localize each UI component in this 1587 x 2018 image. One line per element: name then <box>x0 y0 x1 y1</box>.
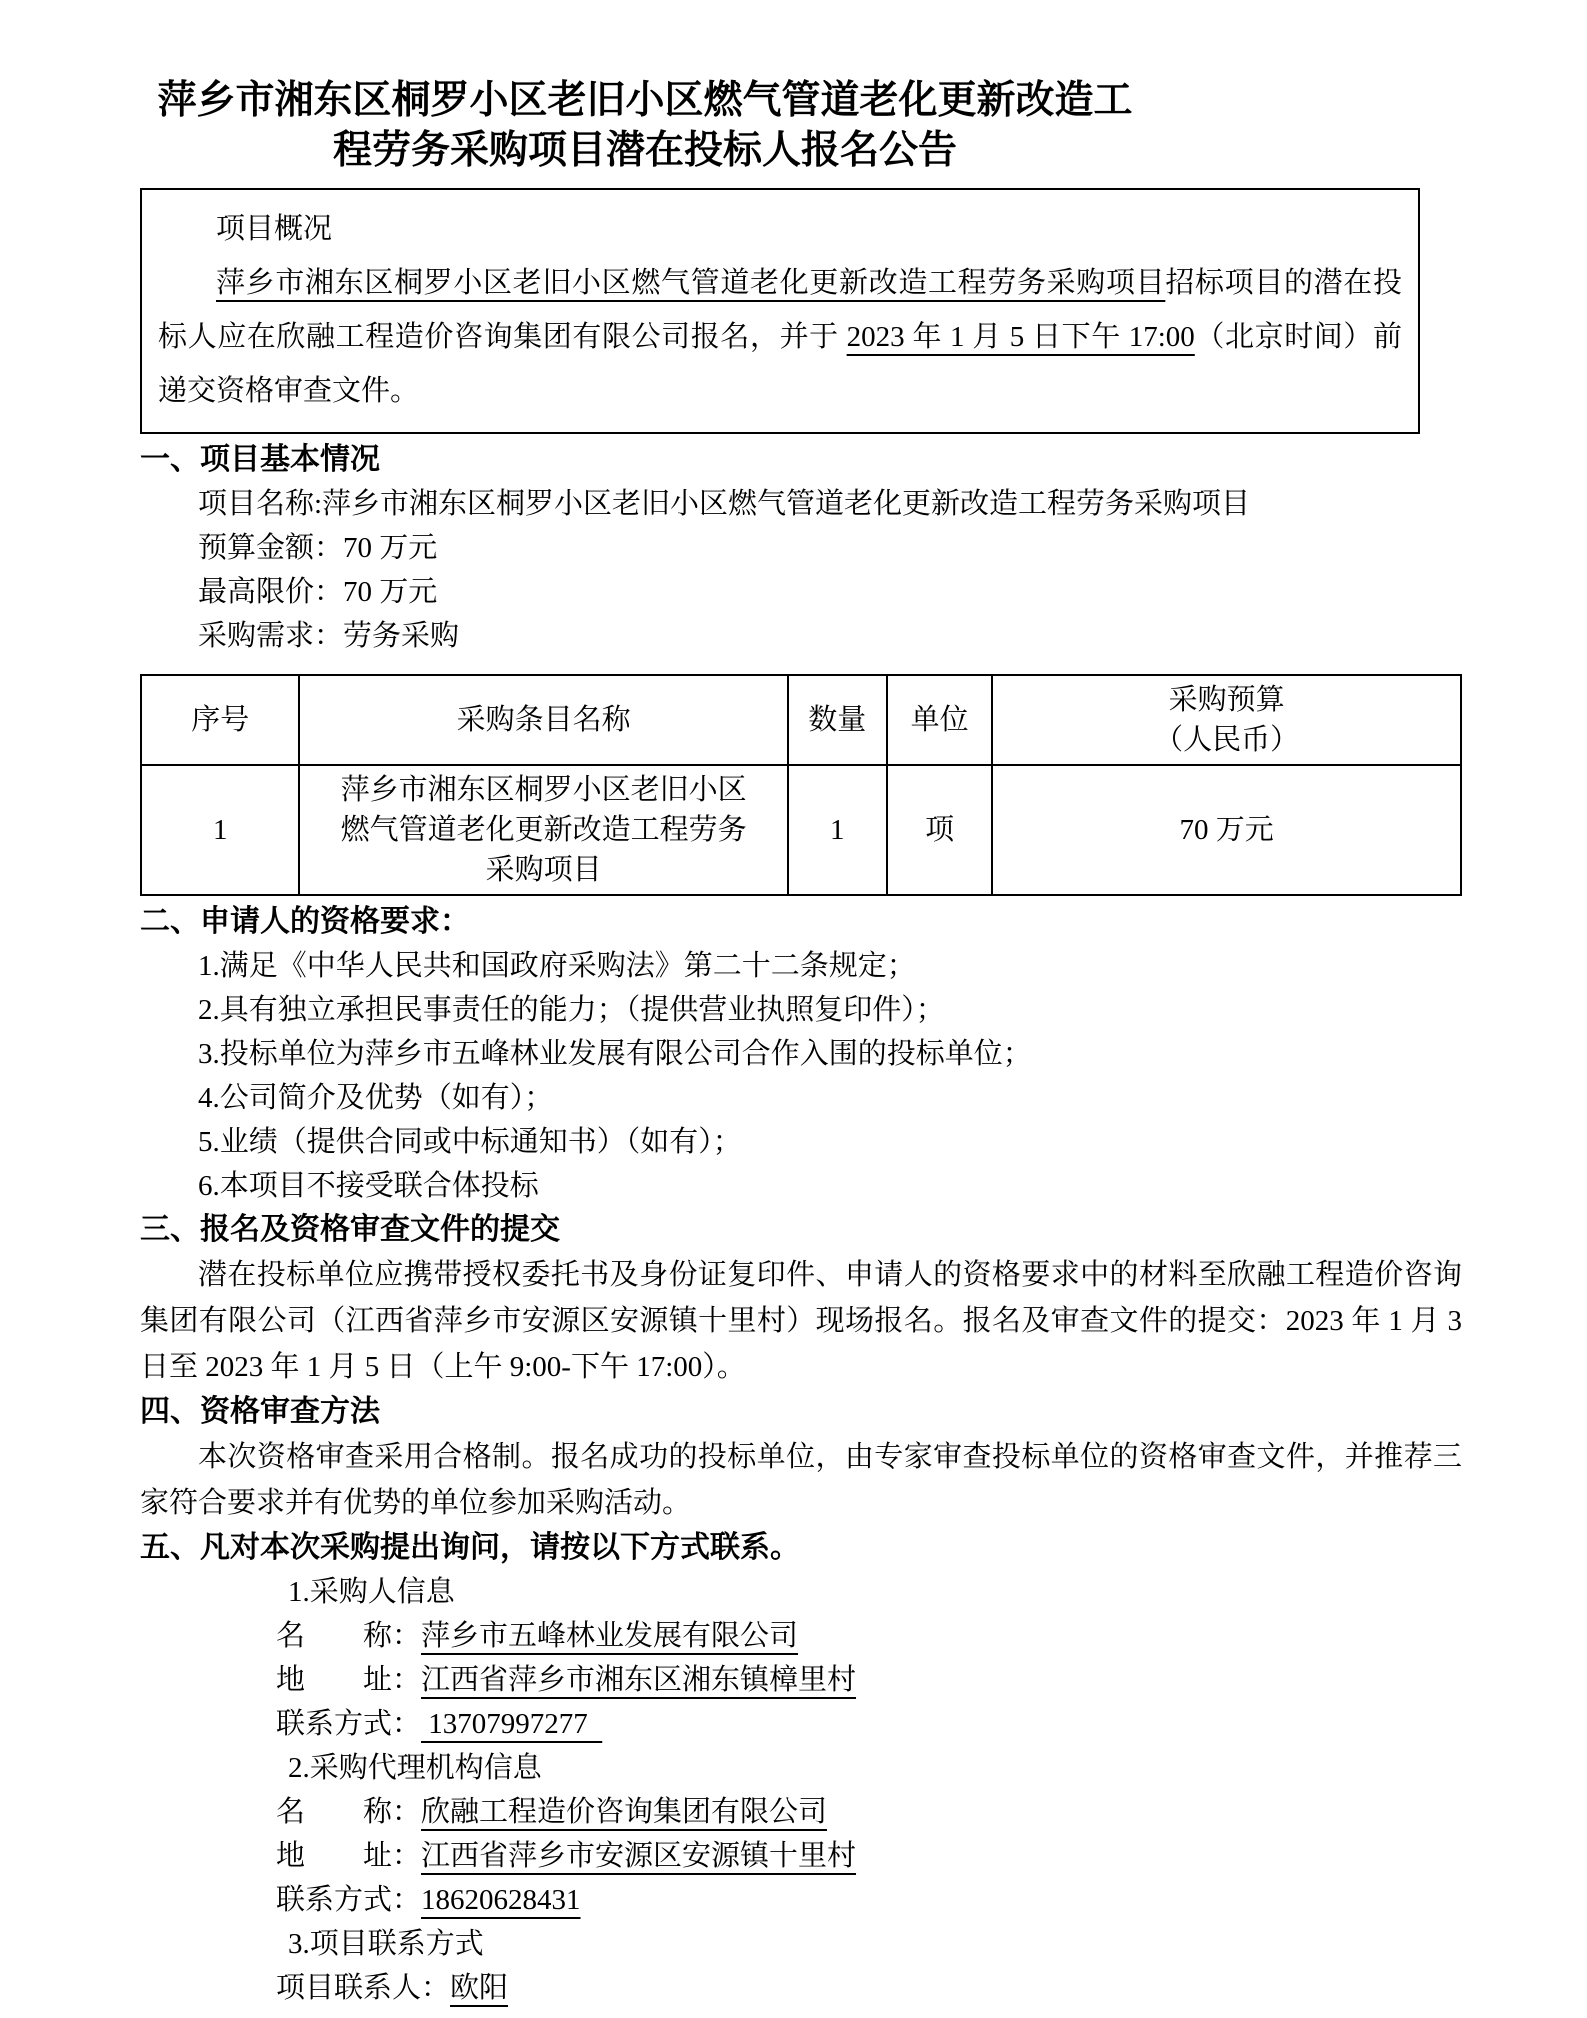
section-1-heading: 一、项目基本情况 <box>140 443 380 476</box>
section-3-body: 潜在投标单位应携带授权委托书及身份证复印件、申请人的资格要求中的材料至欣融工程造价咨询集团有限公司（江西省萍乡市安源区安源镇十里村）现场报名。报名及审查文件的提交：2023 年 1 月 3 日至 2023 年 1 月 5 日（上午 9:00-下午 17:00）。 <box>140 1259 1462 1383</box>
fact-procurement-demand: 采购需求：劳务采购 <box>198 620 460 652</box>
section-2-heading: 二、申请人的资格要求： <box>140 905 470 938</box>
header-budget-line2: （人民币） <box>1154 724 1300 756</box>
procurement-items-table <box>140 674 1462 896</box>
section-4-heading: 四、资格审查方法 <box>140 1395 380 1428</box>
cell-quantity: 1 <box>788 765 887 895</box>
overview-label: 项目概况 <box>216 213 333 245</box>
cell-unit: 项 <box>887 765 993 895</box>
table-row <box>141 765 1461 895</box>
cell-serial-no: 1 <box>141 765 299 895</box>
header-budget-line1: 采购预算 <box>1168 684 1285 716</box>
section-4-body: 本次资格审查采用合格制。报名成功的投标单位，由专家审查投标单位的资格审查文件，并推荐三家符合要求并有优势的单位参加采购活动。 <box>140 1441 1462 1519</box>
header-item-name: 采购条目名称 <box>299 675 787 765</box>
purchaser-address-label: 地 址： <box>276 1664 422 1696</box>
header-serial-no: 序号 <box>141 675 299 765</box>
purchaser-address-value: 江西省萍乡市湘东区湘东镇樟里村 <box>421 1664 857 1696</box>
agency-name-value: 欣融工程造价咨询集团有限公司 <box>421 1796 828 1828</box>
purchaser-name-label: 名 称： <box>276 1620 422 1652</box>
agency-tel-value: 18620628431 <box>421 1884 581 1916</box>
requirement-item-2: 2.具有独立承担民事责任的能力；（提供营业执照复印件）； <box>198 994 945 1026</box>
header-quantity: 数量 <box>788 675 887 765</box>
overview-tail-text: （北京时间）前递交资格审查文件。 <box>158 321 1402 407</box>
section-3-heading: 三、报名及资格审查文件的提交 <box>140 1213 560 1246</box>
agency-name-label: 名 称： <box>276 1796 422 1828</box>
agency-name-line <box>140 1790 1462 1834</box>
fact-price-limit: 最高限价：70 万元 <box>198 576 438 608</box>
section-5-heading: 五、凡对本次采购提出询问，请按以下方式联系。 <box>140 1531 800 1564</box>
purchaser-info-subheading: 1.采购人信息 <box>288 1576 455 1608</box>
agency-tel-label: 联系方式： <box>276 1884 422 1916</box>
project-contact-label: 项目联系人： <box>276 1972 451 2004</box>
purchaser-address-line <box>140 1658 1462 1702</box>
requirement-item-5: 5.业绩（提供合同或中标通知书）（如有）； <box>198 1126 742 1158</box>
project-contact-line <box>140 1966 1462 2010</box>
header-budget <box>992 675 1461 765</box>
agency-tel-line <box>140 1878 1462 1922</box>
agency-address-line <box>140 1834 1462 1878</box>
project-contact-value: 欧阳 <box>450 1972 509 2004</box>
cell-budget: 70 万元 <box>992 765 1461 895</box>
fact-budget-amount: 预算金额：70 万元 <box>198 532 438 564</box>
fact-project-name: 项目名称:萍乡市湘东区桐罗小区老旧小区燃气管道老化更新改造工程劳务采购项目 <box>198 488 1251 520</box>
overview-box <box>140 188 1420 434</box>
agency-address-label: 地 址： <box>276 1840 422 1872</box>
cell-item-name: 萍乡市湘东区桐罗小区老旧小区燃气管道老化更新改造工程劳务采购项目 <box>299 765 787 895</box>
requirement-item-6: 6.本项目不接受联合体投标 <box>198 1170 539 1202</box>
overview-mid-text: 招标项目的潜在投标人应在欣融工程造价咨询集团有限公司报名，并于 <box>158 267 1402 353</box>
page-title: 萍乡市湘东区桐罗小区老旧小区燃气管道老化更新改造工程劳务采购项目潜在投标人报名公告 <box>157 79 1133 172</box>
requirement-item-3: 3.投标单位为萍乡市五峰林业发展有限公司合作入围的投标单位； <box>198 1038 1032 1070</box>
requirement-item-4: 4.公司简介及优势（如有）； <box>198 1082 554 1114</box>
purchaser-tel-label: 联系方式： <box>276 1708 422 1740</box>
requirement-item-1: 1.满足《中华人民共和国政府采购法》第二十二条规定； <box>198 950 916 982</box>
agency-info-subheading: 2.采购代理机构信息 <box>288 1752 542 1784</box>
overview-paragraph <box>158 256 1402 418</box>
purchaser-name-line <box>140 1614 1462 1658</box>
header-unit: 单位 <box>887 675 993 765</box>
overview-project-name: 萍乡市湘东区桐罗小区老旧小区燃气管道老化更新改造工程劳务采购项目 <box>216 267 1166 299</box>
purchaser-name-value: 萍乡市五峰林业发展有限公司 <box>421 1620 799 1652</box>
table-header-row <box>141 675 1461 765</box>
project-contact-subheading: 3.项目联系方式 <box>288 1928 484 1960</box>
agency-address-value: 江西省萍乡市安源区安源镇十里村 <box>421 1840 857 1872</box>
overview-deadline: 2023 年 1 月 5 日下午 17:00 <box>846 321 1195 353</box>
purchaser-tel-line <box>140 1702 1462 1746</box>
purchaser-tel-value: 13707997277 <box>421 1708 603 1740</box>
